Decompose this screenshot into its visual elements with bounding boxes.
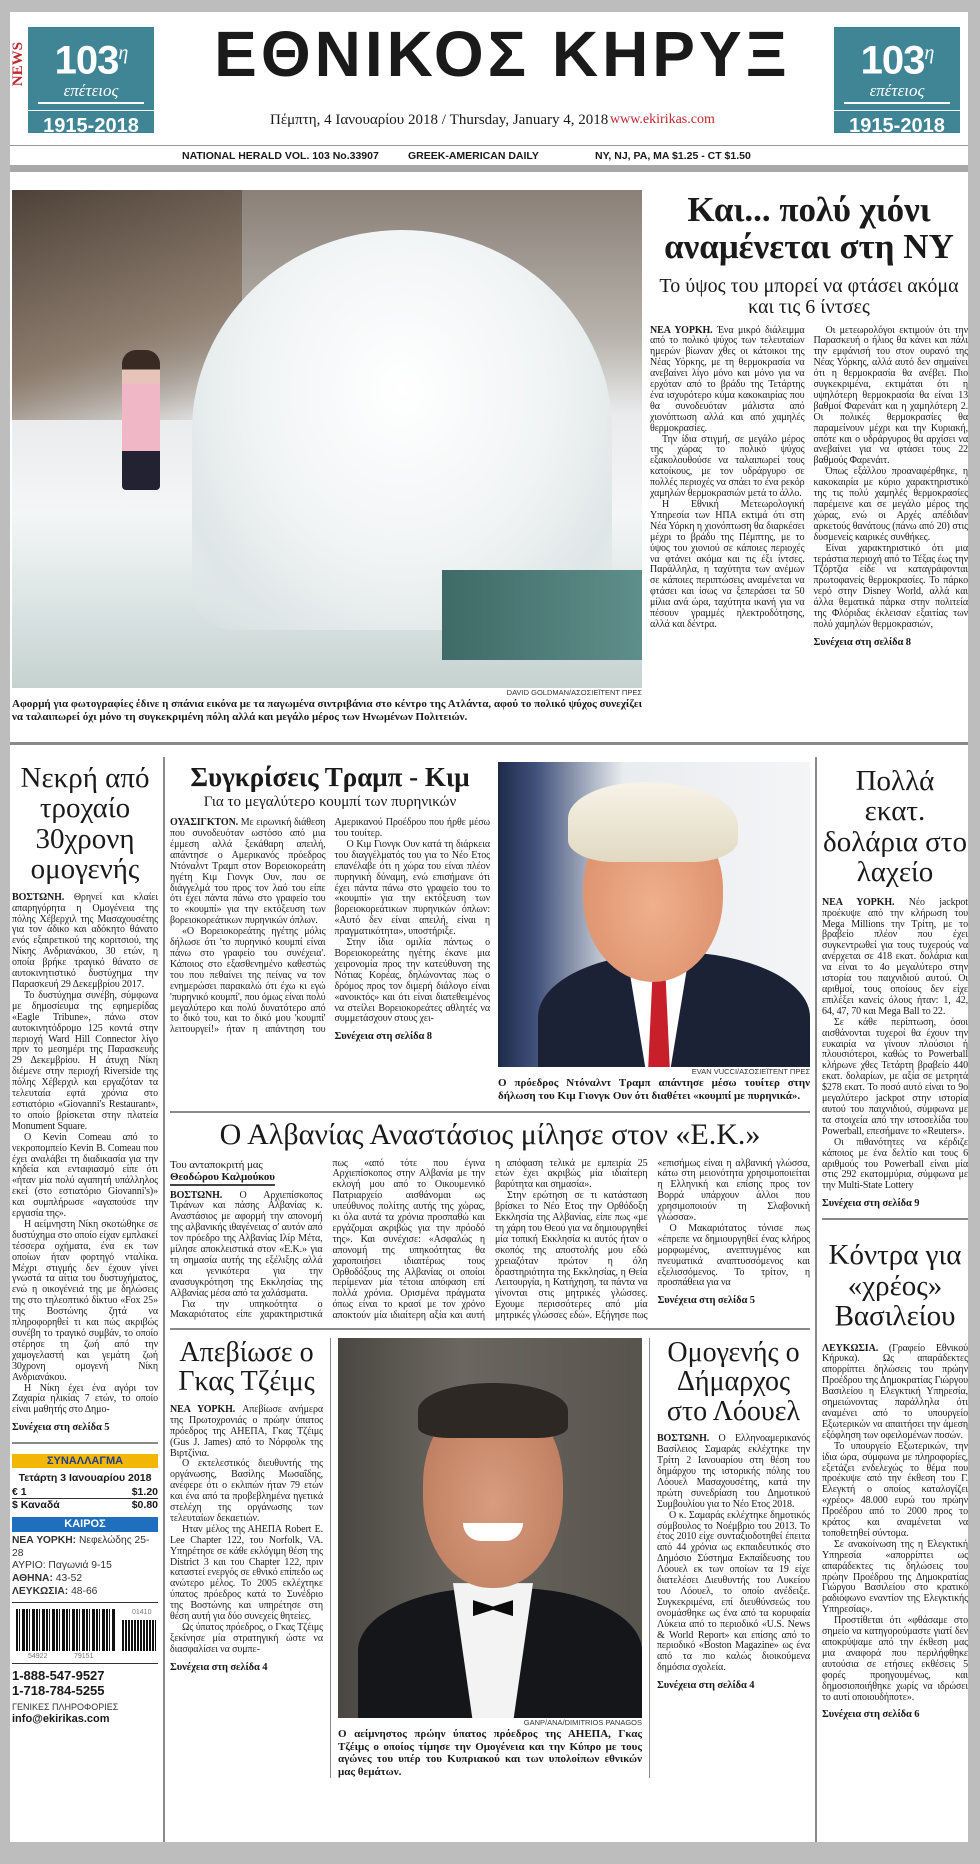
column-rule <box>330 1338 331 1778</box>
byline <box>170 1159 323 1186</box>
article-paragraph: Για την υπηκοότητα ο Μακαριότατος είπε χαρακτηριστικά πως «από τότε που έγινα Αρχιεπίσκοπος στην Αλβανία με την εκλογή μου από το Οικουμενικό Πατριαρχείο αισθάνομαι ως υπεύθυνος πολίτης αυτής της χώρας, κι όλα αυτά τα χρόνια προσπαθώ και εργάζομαι ακριβώς για την πρόοδό της». Και συνέχισε: «Ασφαλώς η απονομή της υπηκοότητας θα χαροποιήσει ιδιαιτέρως τους Ορθοδόξους της Αλβανίας οι οποίοι περίμεναν μία τέτοια απόφαση επί πολλά χρόνια. Ορισμένα πράγματα όπως είναι το κρασί με τον χρόνο αποκτούν μία ιδιαίτερη αξία και αυτή η απόφαση τελικά με εμπειρία 25 ετών έχει ακριβώς μία ιδιαίτερη βαρύτητα και σημασία». <box>170 1157 648 1322</box>
article-paragraph: Στην ίδια ομιλία πάντως ο Βορειοκορεάτης ηγέτης έκανε μια χειρονομία προς την κατεύθυνση της Νότιας Κορέας, δηλώνοντας πως ο δρόμος προς τον διμερή διάλογο είναι «ανοικτός» και ότι είναι διατεθειμένος να στείλει Βορειοκορεάτες αθλητές να συμμετάσχουν στους χει- <box>334 937 490 1025</box>
column-rule <box>649 1338 650 1778</box>
article-body-james <box>170 1405 323 1674</box>
divider <box>822 1218 968 1220</box>
headline-trump[interactable]: Συγκρίσεις Τραμπ - Κιμ <box>190 762 470 792</box>
article-paragraph: ΒΟΣΤΩΝΗ. Θρηνεί και κλαίει απαρηγόρητα η Ομογένεια της πόλης Χέβερχιλ της Μασαχουσέτης για τον άδικο και αδόκητο θάνατο ενός εξαιρετικού της κοριτσιού, της Νίκης Ανδριανάκου, 30 ετών, η οποία βρήκε τραγικό θάνατο σε αυτοκινητιστικό δυστύχημα την Παρασκευή 29 Δεκεμβρίου 2017. <box>12 891 158 990</box>
newspaper-front-page <box>10 12 968 1842</box>
divider <box>12 1602 158 1603</box>
headline-james[interactable]: Απεβίωσε ο Γκας Τζέιμς <box>178 1337 315 1398</box>
photo-credit: EVAN VUCCI/ΑΣΟΣΙΕΪΤΕΝΤ ΠΡΕΣ <box>691 1067 810 1076</box>
continued-link[interactable]: Συνέχεια στη σελίδα 5 <box>12 1422 110 1434</box>
article-paragraph: Ο κ. Σαμαράς εκλέχτηκε δημοτικός σύμβουλος το Νοέμβριο του 2013. Το έτος 2010 είχε συνταξιοδοτηθεί έπειτα από 44 χρόνια ως εκπαιδευτικός στο Δημόσιο Σύστημα Εκπαίδευσης του Λόουελ εκ των οποίων τα 19 είχε διατελέσει Διευθυντής του Λυκείου του Λόουελ, το οποίο ανέδειξε. Συγκεκριμένα, επί διευθύνσεώς του ονομάσθηκε ως ένα από τα κορυφαία Λύκεια από το περιοδικό «U.S. News & World Report» και επίσης από το περιοδικό «Boston Magazine» ως ένα από τα πιο καλώς διοικούμενα δημόσια σχολεία. <box>656 1509 810 1674</box>
smile <box>463 1523 523 1541</box>
frozen-fountain-photo <box>12 190 642 688</box>
exchange-header: ΣΥΝΑΛΛΑΓΜΑ <box>12 1454 158 1468</box>
continued-link[interactable]: Συνέχεια στη σελίδα 5 <box>657 1295 755 1307</box>
byline-intro: Του ανταποκριτή μας <box>170 1158 263 1171</box>
anniversary-badge-right <box>834 27 960 138</box>
trump-row <box>170 757 810 1103</box>
article-paragraph: Σε ανακοίνωση της η Ελεγκτική Υπηρεσία «απορρίπτει ως απαράδεκτες τις δηλώσεις του πρώην Προέδρου της Δημοκρατίας Γιώργου Βασιλείου στο κρατικό ραδιόφωνο εναντίον της Ελεγκτικής Υπηρεσίας». <box>822 1538 968 1616</box>
pool-water <box>442 570 642 660</box>
article-dateline: ΝΕΑ ΥΟΡΚΗ. <box>650 324 718 336</box>
website-link[interactable]: www.ekirikas.com <box>610 112 715 127</box>
divider <box>10 165 968 172</box>
article-paragraph: Ο Μακαριότατος τόνισε πως «έπρεπε να δημιουργηθεί ένας κλήρος μορφωμένος, ανεπτυγμένος και πνευματικά αναπτυσσόμενος και εξελισσόμενος. Το τρίτον, η προσπάθεια για να <box>657 1222 810 1289</box>
bottom-row <box>170 1338 810 1778</box>
headline-snow[interactable]: Και... πολύ χιόνι αναμένεται στη NY <box>664 190 954 266</box>
snow-photo-block <box>12 190 642 723</box>
headline-samaras[interactable]: Ομογενής ο Δήμαρχος στο Λόουελ <box>666 1337 801 1427</box>
continued-link[interactable]: Συνέχεια στη σελίδα 6 <box>822 1709 920 1721</box>
article-paragraph: Η αείμνηστη Νίκη σκοτώθηκε σε δυστύχημα στο οποίο είχαν εμπλακεί τέσσερα οχήματα, ένα εκ των οποίων ήταν φορτηγό νταλίκα. Μέχρι στιγμής δεν έχουν γίνει γνωστά τα αίτια του δυστυχήματος, ενώ η οικογένειά της με δηλώσεις της στο τηλεοπτικό δίκτυο «Fox 25» της Βοστώνης ζητά να πληροφορηθεί τι και πώς ακριβώς συνέβη το τραγικό συμβάν, το οποίο στέρησε τη ζωή από την χαμογελαστή και γεμάτη ζωή 30χρονη ομογενή Νίκη Ανδριανάκου. <box>12 1218 158 1383</box>
volume-info: NATIONAL HERALD VOL. 103 No.33907 <box>182 150 379 162</box>
column-rule <box>163 757 165 1842</box>
james-article <box>170 1338 323 1778</box>
email-link[interactable]: info@ekirikas.com <box>12 1713 110 1726</box>
photo-credit: DAVID GOLDMAN/ΑΣΟΣΙΕΪΤΕΝΤ ΠΡΕΣ <box>506 688 642 697</box>
rate-label: $ Καναδά <box>12 1499 60 1512</box>
article-paragraphs <box>657 1434 810 1674</box>
weather-city: ΝΕΑ ΥΟΡΚΗ: <box>12 1535 77 1547</box>
photo-caption: Ο αείμνηστος πρώην ύπατος πρόεδρος της ΑΗΕΠΑ, Γκας Τζέιμς ο οποίος τίμησε την Ομογένεια και την Κύπρο με τους αγώνες του υπέρ του Κυπριακού και των υπολοίπων εθνικών μας θεμάτων. <box>338 1728 642 1778</box>
weather-row <box>12 1535 158 1560</box>
woman-figure <box>122 350 160 490</box>
article-dateline: ΒΟΣΤΩΝΗ. <box>12 891 74 903</box>
article-paragraph: Το δυστύχημα συνέβη, σύμφωνα με δημοσίευμα της εφημερίδας «Eagle Tribune», πάνω στον αυτοκινητόδρομο 125 κοντά στην περιοχή Ward Hill Connector λίγο πριν το μεσημέρι της Παρασκευής 29 Δεκεμβρίου. Η άτυχη Νίκη διέμενε στην περιοχή Riverside της πόλης Χέβερχιλ και εργαζόταν τα τελευταία εφτά χρόνια στο εστιατόριο «Giovanni's Restaurant», το οποίο βρίσκεται στην πλατεία Monument Square. <box>12 989 158 1132</box>
exchange-date: Τετάρτη 3 Ιανουαρίου 2018 <box>18 1472 152 1485</box>
article-paragraph: ΝΕΑ ΥΟΡΚΗ. Νέο jackpot προέκυψε από την κλήρωση του Mega Millions την Τρίτη, με το βραβείο πλέον που έχει συγκεντρωθεί για τους τυχερούς να ανέρχεται σε 418 εκατ. δολάρια και να είναι το 4ο μεγαλύτερο στην ιστορία του παιχνιδιού αυτού. Οι αριθμοί, τους οποίους δεν είχε επιλέξει κανείς όλους ήταν: 1, 42, 64, 47, 70 και Mega Ball το 22. <box>822 896 968 1017</box>
rate-row <box>12 1486 158 1499</box>
continued-link[interactable]: Συνέχεια στη σελίδα 9 <box>822 1198 920 1210</box>
weather-city: ΑΘΗΝΑ: <box>12 1573 53 1585</box>
badge-edition: 103 <box>54 38 119 83</box>
article-dateline: ΛΕΥΚΩΣΙΑ. <box>822 1342 889 1354</box>
gus-james-photo <box>338 1338 642 1718</box>
rate-row <box>12 1499 158 1511</box>
article-dateline: ΟΥΑΣΙΓΚΤΟΝ. <box>170 817 241 829</box>
badge-anniversary: επέτειος <box>38 82 144 104</box>
barcode-block <box>12 1607 158 1663</box>
continued-link[interactable]: Συνέχεια στη σελίδα 8 <box>813 636 911 648</box>
middle-block <box>170 757 810 1778</box>
right-column <box>822 760 968 1721</box>
article-paragraphs <box>822 898 968 1192</box>
barcode-number-left: 54922 <box>28 1653 48 1661</box>
rate-value: $0.80 <box>131 1499 158 1512</box>
article-paragraph: Την ίδια στιγμή, σε μεγάλο μέρος της χώρας το πολικό ψύχος εξακολουθούσε να ταλαιπωρεί τους κατοίκους, με τον υδράργυρο σε πολλές περιοχές να σπάει το ένα ρεκόρ χαμηλών θερμοκρασιών μετά το άλλο. <box>650 433 805 500</box>
james-photo-block <box>338 1338 642 1778</box>
badge-years: 1915-2018 <box>834 110 960 141</box>
article-dateline: ΒΟΣΤΩΝΗ. <box>656 1433 719 1445</box>
news-side-label: NEWS <box>10 42 26 87</box>
article-paragraph: Προστίθεται ότι «φθάσαμε στο σημείο να κατηγορούμαστε γιατί δεν αποκρύψαμε από την έκθεση μας μια αναφορά που περιλήφθηκε αυτούσια σε ετήσιες εκθέσεις 5 φορές προηγουμένως, και δημοσιοποιήθηκε χωρίς να ιδρώσει το αυτί οποιουδήποτε». <box>822 1615 968 1703</box>
hair <box>418 1383 568 1438</box>
subhead-snow: Το ύψος του μπορεί να φτάσει ακόμα και τις 6 ίντσες <box>659 274 959 318</box>
phone-1[interactable]: 1-888-547-9527 <box>12 1668 105 1684</box>
article-paragraph: ΝΕΑ ΥΟΡΚΗ. Απεβίωσε ανήμερα της Πρωτοχρονιάς ο πρώην ύπατος πρόεδρος της ΑΗΕΠΑ, Γκας Τζέιμς (Gus J. James) από το Νόρφολκ της Βιρτζίνια. <box>170 1403 324 1459</box>
article-body-samaras <box>657 1434 810 1692</box>
article-body-trump <box>170 818 490 1043</box>
trump-article <box>170 757 490 1103</box>
barcode-number-right: 79151 <box>74 1653 94 1661</box>
article-paragraph: Το υπουργείο Εξωτερικών, την ίδια ώρα, σύμφωνα με πληροφορίες, εξετάζει ενδελεχώς το θέμα που προέκυψε από την έκθεση του Γ. Ελεγκτή ο οποίος καταλογίζει «χρέος» 48.000 ευρώ του πρώην Προέδρου από το 2000 προς το κράτος και αναμένεται να τοποθετηθεί σύντομα. <box>822 1440 968 1539</box>
article-paragraph: Ο Κιμ Γιονγκ Ουν κατά τη διάρκεια του διαγγέλματός του για το Νέο Ετος επανέλαβε ότι η χώρα του είναι πλέον πυρηνική δύναμη, ενώ επισήμανε ότι έχει πάντα πάνω στο γραφείο του το «κουμπί» για την εκτόξευση των βορειοκορεάτικων πυρηνικών όπλων: «Αυτό δεν είναι απειλή, είναι η πραγματικότητα», υποστήριξε. <box>334 838 490 938</box>
article-dateline: ΝΕΑ ΥΟΡΚΗ. <box>822 896 909 908</box>
weather-value: ΑΥΡΙΟ: Παγωνιά 9-15 <box>12 1560 112 1572</box>
byline-name: Θεοδώρου Καλμούκου <box>170 1171 275 1186</box>
continued-link[interactable]: Συνέχεια στη σελίδα 4 <box>170 1661 268 1673</box>
snow-article <box>650 192 968 649</box>
weather-value: 48-66 <box>71 1585 98 1597</box>
article-paragraph: Η Εθνική Μετεωρολογική Υπηρεσία των ΗΠΑ εκτιμά ότι στη Νέα Υόρκη η χιονόπτωση θα διαρκέσει μέχρι το βράδυ της Πέμπτης, με το ύψος του χιονιού σε κάποιες περιοχές να φτάνει ακόμα και τις έξι ίντσες. Παράλληλα, η ταχύτητα των ανέμων σε κάποιες περιπτώσεις αναμένεται να φτάσει και ίσως να ξεπεράσει τα 50 μίλια ανά ώρα, ταχύτητα ικανή για να πέσουν γραμμές ηλεκτροδότησης, αλλά και δέντρα. <box>650 499 805 630</box>
article-paragraph: Ο Kevin Comeau από το νεκροπομπείο Kevin B. Comeau που έχει αναλάβει τη διαδικασία για την κηδεία και ενταφιασμό είπε ότι «ήταν μία πολύ αγαπητή υπάλληλος εκεί (στο εστιατόριο Giovanni's)» και συμπλήρωσε «αγαπούσε την εργασία της». <box>12 1131 158 1220</box>
barcode-issue: 01410 <box>132 1609 152 1617</box>
divider <box>12 1442 158 1444</box>
tagline: GREEK-AMERICAN DAILY <box>408 150 539 162</box>
article-body-accident <box>12 893 158 1435</box>
article-paragraph: ΝΕΑ ΥΟΡΚΗ. Ένα μικρό διάλειμμα από το πολικό ψύχος των τελευταίων ημερών βίωναν χθες οι κάτοικοι της Νέας Υόρκης, με τη θερμοκρασία να ανεβαίνει λίγο μόνο και μόνο για να ερχόταν από το βράδυ της Τετάρτης ένα ισχυρότερο κύμα κακοκαιρίας που θα συνοδευόταν μάλιστα από χιονόπτωση αλλά και από χαμηλές θερμοκρασίες. <box>650 324 805 434</box>
article-body-lottery <box>822 898 968 1210</box>
subhead-trump: Για το μεγαλύτερο κουμπί των πυρηνικών <box>203 794 457 811</box>
weather-value: Νεφελώδης 25-28 <box>12 1535 150 1559</box>
weather-row <box>12 1586 158 1599</box>
anniversary-badge-left <box>28 27 154 138</box>
badge-sup: η <box>924 42 934 64</box>
rate-label: € 1 <box>12 1486 27 1499</box>
samaras-article <box>657 1338 810 1778</box>
badge-anniversary: επέτειος <box>844 82 950 104</box>
divider <box>170 1328 810 1330</box>
article-dateline: ΒΟΣΤΩΝΗ. <box>170 1189 240 1201</box>
weather-row <box>12 1573 158 1586</box>
masthead-title: ΕΘΝΙΚΟΣ ΚΗΡΥΞ <box>214 18 791 90</box>
article-paragraph: Ως ύπατος πρόεδρος, ο Γκας Τζέιμς ξεκίνησε μία στρατηγική ώστε να διασφαλίσει να συμπε- <box>170 1622 324 1655</box>
barcode-addon <box>122 1620 156 1651</box>
article-paragraph: ΒΟΣΤΩΝΗ. Ο Αρχιεπίσκοπος Τιράνων και πάσης Αλβανίας κ. Αναστάσιος με αφορμή την απονομή της αλβανικής ιθαγένειας σ' αυτόν από τον πρόεδρο της Αλβανίας Ιλίρ Μέτα, μίλησε αποκλειστικά στον «Ε.Κ.» για τη σημασία αυτής της εξέλιξης αλλά και γενικότερα για την ανασυγκρότηση της Εκκλησίας της Αλβανίας μέσα από τα χαλάσματα. <box>170 1189 323 1299</box>
badge-sup: η <box>118 42 128 64</box>
info-label: ΓΕΝΙΚΕΣ ΠΛΗΡΟΦΟΡΙΕΣ <box>12 1702 119 1713</box>
divider <box>170 1111 810 1113</box>
divider <box>12 1663 158 1664</box>
article-body-snow <box>650 326 968 649</box>
badge-years: 1915-2018 <box>28 110 154 141</box>
article-paragraph: Είναι χαρακτηριστικό ότι μια τεράστια περιοχή από το Τέξας έως την Τζόρτζια είδε να καταγράφονται πρωτοφανείς θερμοκρασίες. Το πάρκο νερό στην Disney World, αλλά και άλλα θεματικά πάρκα στην πολιτεία της Φλόριδας έκλεισαν εξαιτίας των πολύ χαμηλών θερμοκρασιών, <box>813 542 968 630</box>
exchange-rates <box>12 1486 158 1511</box>
continued-link[interactable]: Συνέχεια στη σελίδα 4 <box>656 1680 755 1692</box>
article-dateline: ΝΕΑ ΥΟΡΚΗ. <box>170 1403 243 1415</box>
trump-photo-block <box>498 757 810 1103</box>
headline-lottery[interactable]: Πολλά εκατ. δολάρια στο λαχείο <box>823 765 967 889</box>
article-paragraph: Ηταν μέλος της ΑΗΕΠΑ Robert E. Lee Chapter 122, του Norfolk, VA. Υπηρέτησε σε κάθε εκλόγιμη θέση της District 3 και του Chapter 122, πριν καταστεί ενεργός σε εθνικό επίπεδο ως ανώτερο μέλος. Το 2005 εκλέχτηκε ύπατος πρόεδρος κατά το Συνέδριο της Βοστώνης και υπηρέτησε στη θέση αυτή για δύο συνεχείς θητείες. <box>170 1523 324 1623</box>
article-paragraph: Ο εκτελεστικός διευθυντής της οργάνωσης, Βασίλης Μωσαΐδης, ανέφερε ότι ο εκλιπών ήταν 79 ετών και ένα από τα προβεβλημένα ηγετικά στελέχη της οργάνωσης των τελευταίων δεκαετιών. <box>170 1458 324 1524</box>
article-paragraphs <box>170 1405 323 1656</box>
phone-2[interactable]: 1-718-784-5255 <box>12 1683 105 1699</box>
headline-accident[interactable]: Νεκρή από τροχαίο 30χρονη ομογενής <box>20 762 150 886</box>
article-paragraph: Στην ερώτηση σε τι κατάσταση βρίσκει το Νέο Ετος την Ορθόδοξη Εκκλησία της Αλβανίας, είπε πως «με τη χάρη του Θεού για να δημιουργηθεί μία τοπική Εκκλησία κι αυτός ήταν ο σκοπός της αποστολής μου εδώ χρειαζόταν πρώτον η όλη δραστηριότητα της Εκκλησίας, η Θεία Λειτουργία, η Κατήχηση, τα πάντα να γίνονται στις μητρικές γλώσσες. Εχουμε περισσότερες από μία μητρικές γλώσσες εδώ». Εξήγησε πως «επισήμως είναι η αλβανική γλώσσα, κάτω στη μειονότητα χρησιμοποιείται η Ελληνική και επίσης προς τον Βορρά υπάρχουν άλλοι που χρησιμοποιούν τη Σλαβονική γλώσσα». <box>495 1157 810 1322</box>
weather-row <box>12 1560 158 1573</box>
article-paragraph: Η Νίκη έχει ένα αγόρι τον Ζαχαρία ηλικίας 7 ετών, το οποίο είναι μαθητής στο Δημο- <box>12 1382 158 1416</box>
article-paragraph: ΒΟΣΤΩΝΗ. Ο Ελληνοαμερικανός Βασίλειος Σαμαράς εκλέχτηκε την Τρίτη 2 Ιανουαρίου στη θέση του δημάρχου της ιστορικής πόλης του Λόουελ Μασαχουσέτης, κατά την πρώτη συνεδρίαση του Δημοτικού Συμβουλίου για το Νέο Ετος 2018. <box>656 1433 810 1510</box>
column-rule <box>815 757 817 1842</box>
trump-photo <box>498 762 810 1067</box>
article-paragraph: Οι πιθανότητες να κέρδιζε κάποιος με ένα δελτίο και τους 6 αριθμούς του Powerball είναι μία στις 292 εκατομμύρια, σύμφωνα με την Multi-State Lottery <box>822 1136 968 1192</box>
weather-list <box>12 1535 158 1598</box>
issue-date: Πέμπτη, 4 Ιανουαρίου 2018 / Thursday, January 4, 2018 <box>270 112 609 128</box>
article-body-vasiliou <box>822 1344 968 1722</box>
article-paragraph: «Ο Βορειοκορεάτης ηγέτης μόλις δήλωσε ότι 'το πυρηνικό κουμπί είναι πάνω στο γραφείο του συνέχεια'. Κάποιος στο εξασθενημένο καθεστώς του που πεθαίνει της πείνας να τον ενημερώσει παρακαλώ ότι έχω κι εγώ 'πυρηνικό κουμπί', που όμως είναι πολύ μεγαλύτερο και πολύ δυνατότερο από το δικό του, και το δικό μου 'κουμπί' λειτουργεί!» ήταν η απάντηση του Αμερικανού Προέδρου που ήρθε μέσω του τουίτερ. <box>170 817 490 1036</box>
badge-edition: 103 <box>860 38 925 83</box>
divider <box>10 145 968 146</box>
article-paragraphs <box>170 818 490 1043</box>
article-paragraph: ΟΥΑΣΙΓΚΤΟΝ. Με ειρωνική διάθεση που συνοδευόταν ωστόσο από μια έμμεση αλλά ξεκάθαρη απειλή, απάντησε ο Αμερικανός πρόεδρος Ντόναλντ Τραμπ στον Βορειοκορεάτη ηγέτη Κιμ Γιονγκ Ουν, που σε διάγγελμά του προς τον λαό του είπε ότι έχει πάντα πάνω στο γραφείο του το «κουμπί» για την εκτόξευση των βορειοκορεάτικων πυρηνικών όπλων. <box>170 817 326 927</box>
article-paragraph: Οι μετεωρολόγοι εκτιμούν ότι την Παρασκευή ο ήλιος θα κάνει και πάλι την εμφάνισή του στον ουρανό της Νέας Υόρκης, αλλά αυτό δεν σημαίνει ότι η θερμοκρασία θα ανέβει. Πιο συγκεκριμένα, εκτιμάται ότι η υψηλότερη θερμοκρασία θα είναι 13 βαθμοί Φαρενάιτ και η χαμηλότερη 2. Οι πολικές θερμοκρασίες θα παραμείνουν μέχρι και την Κυριακή, οπότε και ο υδράργυρος θα αρχίσει να ανεβαίνει για να φτάσει τους 22 βαθμούς Φαρενάιτ. <box>813 324 968 467</box>
weather-city: ΛΕΥΚΩΣΙΑ: <box>12 1585 69 1597</box>
weather-header: ΚΑΙΡΟΣ <box>12 1517 158 1532</box>
article-paragraph: Όπως εξάλλου προαναφέρθηκε, η κακοκαιρία με κύριο χαρακτηριστικό της τις πολύ χαμηλές θερμοκρασίες παρέμεινε και σε μεγάλο μέρος της χώρας, ενώ οι Αρχές απέδιδαν αρκετούς θανάτους (πάνω από 20) στις δυσμενείς καιρικές συνθήκες. <box>813 466 968 543</box>
article-paragraph: ΛΕΥΚΩΣΙΑ. (Γραφείο Εθνικού Κήρυκα). Ως απαράδεκτες απορρίπτει δηλώσεις του πρώην Προέδρου της Δημοκρατίας Γιώργου Βασιλείου η Ελεγκτική Υπηρεσία, σημειώνοντας παράλληλα ότι αναμένει από το υπουργείο Εξωτερικών να απαιτήσει την άμεση εξόφληση των οφειλομένων ποσών. <box>822 1342 968 1441</box>
photo-caption: Ο πρόεδρος Ντόναλντ Τραμπ απάντησε μέσω τουίτερ στην δήλωση του Κιμ Γιονγκ Ουν ότι διαθέτει «κουμπί με πυρηνικά». <box>498 1077 810 1102</box>
weather-value: 43-52 <box>55 1573 83 1585</box>
photo-caption: Αφορμή για φωτογραφίες έδινε η σπάνια εικόνα με τα παγωμένα σιντριβάνια στο κέντρο της Ατλάντα, αφού το πολικό ψύχος συνεχίζει να ταλαιπωρεί όχι μόνο τη συγκεκριμένη πόλη αλλά και μεγάλο μέρος των Ηνωμένων Πολιτειών. <box>12 698 642 723</box>
rate-value: $1.20 <box>131 1486 158 1499</box>
article-body-albania <box>170 1159 810 1323</box>
photo-credit: GANP/ΑΝΑ/DIMITRIOS PANAGOS <box>523 1718 642 1728</box>
hair <box>568 782 738 862</box>
article-paragraph: Σε κάθε περίπτωση, όσοι αισθάνονται τυχεροί θα έχουν την ευκαιρία να γίνουν πλούσιοι ή πλουσιότεροι, καθώς το Powerball κλήρωνε χθες Τετάρτη βραβείο 440 εκατ. δολαρίων, με αξία σε μετρητά $278 εκατ. Το ποσό αυτό είναι το 9ο μεγαλύτερο jackpot στην ιστορία αυτού του παιχνιδιού, σύμφωνα με τα στοιχεία από την ιστοσελίδα του Powerball, επεσήμανε το «Reuters». <box>822 1016 968 1137</box>
barcode <box>16 1609 116 1651</box>
price-info: NY, NJ, PA, MA $1.25 - CT $1.50 <box>595 150 751 162</box>
headline-albania[interactable]: Ο Αλβανίας Αναστάσιος μίλησε στον «Ε.Κ.» <box>219 1118 761 1151</box>
article-paragraphs <box>822 1344 968 1704</box>
article-paragraphs <box>12 893 158 1417</box>
article-paragraphs <box>650 326 968 649</box>
continued-link[interactable]: Συνέχεια στη σελίδα 8 <box>334 1031 432 1043</box>
left-column <box>12 757 158 1726</box>
masthead-subline <box>10 150 968 162</box>
section-divider <box>10 742 968 745</box>
headline-vasiliou[interactable]: Κόντρα για «χρέος» Βασιλείου <box>828 1239 962 1333</box>
